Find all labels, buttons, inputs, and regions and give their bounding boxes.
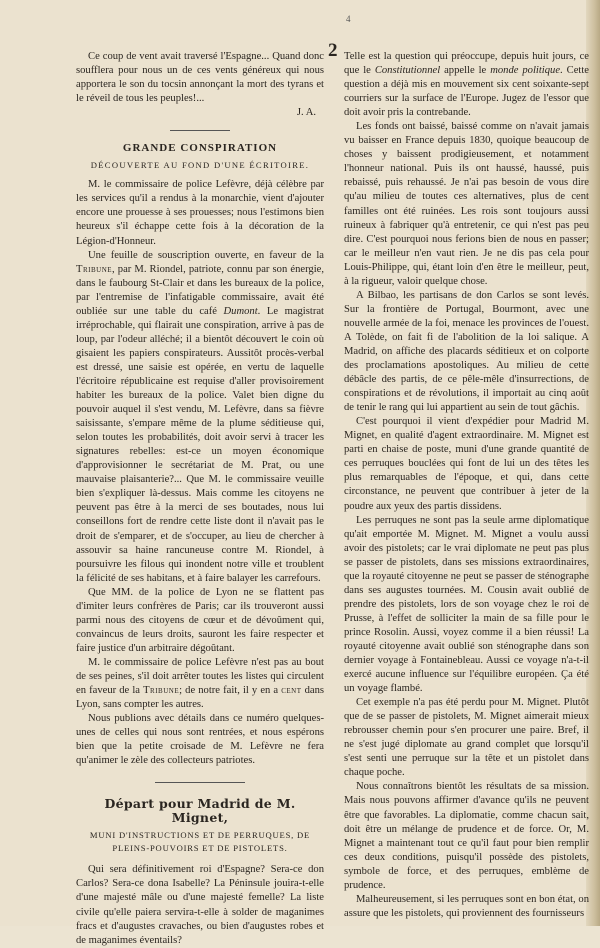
corner-mark: 4 xyxy=(346,14,351,24)
depart-title: Départ pour Madrid de M. Mignet, xyxy=(104,796,296,826)
text-run: dans Lyon, sans compter les autres. xyxy=(76,685,324,711)
article-paragraph: Cet exemple n'a pas été perdu pour M. Mignet. Plutôt que de se passer de pistolets, M. Mignet aimerait mieux rebrousser chemin pour s'en procurer une paire. Bref, il ne s'est jugé diplomate au grand complet que lorsqu'il s'est senti une perruque sur la tête et un pistolet dans chaque poche. xyxy=(344,697,589,779)
article-paragraph xyxy=(76,249,324,586)
article-paragraph: M. le commissaire de police Lefèvre, déjà célèbre par les services qu'il a rendus à la monarchie, vient d'ajouter encore une prouesse à ses prouesses; nous l'estimons bien heureux s'il échappe cette fois à la décoration de la Légion-d'Honneur. xyxy=(76,179,324,247)
emphasis-phrase: monde politique xyxy=(490,65,561,77)
separator-rule xyxy=(170,130,230,131)
text-run: ; de notre fait, il y en a xyxy=(179,685,282,697)
text-run: . Cette question a déjà mis en mouvement six cent soixante-sept courriers sur la surface de l'Europe. Jugez de l'essor que doit avoir pris la contrebande. xyxy=(344,65,589,119)
tribune-name: Tribune xyxy=(143,685,180,697)
article-paragraph: Les fonds ont baissé, baissé comme on n'avait jamais vu baisser en France depuis 1830, quoique beaucoup de choses y baissent prodigieusement, et notamment l'honneur national. Puis ils ont haussé, haussé, puis rebaissé, puis rehaussé. Je n'ai pas besoin de vous dire qu'au milieu de toutes ces alternatives, plus de cent familles ont été ruinées. Les rois sont toujours aussi ruineux à fabriquer qu'à entretenir, ce qui n'est pas peu dire. C'est pourquoi nous ferions bien de nous en passer; car le meilleur n'en vaut rien. Je ne dis pas cela pour Louis-Philippe, qui, étant loin d'en être le meilleur, peut, à la rigueur, valoir quelque chose. xyxy=(344,121,589,287)
text-run: . Le magistrat irréprochable, qui flairait une conspiration, arrive à pas de loup, par l'odeur alléché; il a bientôt découvert le coin où gisaient les papiers conspirateurs. Aussitôt procès-verbal est dressé, une saisie est opérée, en vertu de laquelle l'écritoire républicaine est requise d'aller provisoirement habiter les bureaux de la police. Valet bien digne du pouvoir auquel il s'est vendu, M. Lefèvre, dans sa fièvre saisissante, s'empare même de la plume séditieuse qui, selon toutes les probabilités, doit avoir servi à tracer les signatures rebelles: est-ce un moyen économique d'approvisionner le secrétariat de M. Prat, ou une mauvaise plaisanterie?... Que M. le commissaire veuille bien s'expliquer là-dessus. Mais comme les citoyens ne peuvent pas être à la merci de ses boutades, nous lui conseillons fort de rendre cette liste dont il n'avait pas le droit de s'emparer, et de s'occuper, au lieu de chercher à assouvir sa haine rancuneuse contre M. Riondel, à poursuivre les filous qui inondent notre ville et troublent la félicité de ses habitans, et à faire balayer les carrefours. xyxy=(76,305,324,584)
text-run: appelle le xyxy=(440,65,491,77)
article-paragraph: Nous publions avec détails dans ce numéro quelques-unes de celles qui nous sont rentrées, et nous espérons bien que la petite croisade de M. Lefèvre ne fera qu'animer le zèle des collecteurs patriotes. xyxy=(76,713,324,767)
cafe-name: Dumont xyxy=(223,305,258,317)
intro-signature: J. A. xyxy=(296,107,316,119)
article-paragraph: Qui sera définitivement roi d'Espagne? Sera-ce don Carlos? Sera-ce dona Isabelle? La Péninsule jouira-t-elle d'une majesté mâle ou d'une majesté femelle? La liste civile qu'elle paiera servira-t-elle à solder de maganimes fracs et d'augustes cravaches, ou bien d'augustes robes et de maganimes éventails? xyxy=(76,864,324,946)
article-paragraph: Nous connaîtrons bientôt les résultats de sa mission. Mais nous pouvons affirmer d'avance qu'ils ne peuvent être que favorables. La diplomatie, comme chacun sait, doit être un mélange de prudence et de force. Or, M. Mignet a maintenant tout ce qu'il faut pour bien remplir ces deux conditions, puisqu'il possède des pistolets, symbole de force, et des perruques, emblème de prudence. xyxy=(344,781,589,891)
depart-subtitle: MUNI D'INSTRUCTIONS ET DE PERRUQUES, DE PLEINS-POUVOIRS ET DE PISTOLETS. xyxy=(89,830,311,854)
grande-conspiration-title: GRANDE CONSPIRATION xyxy=(122,142,278,155)
tribune-name: Tribune xyxy=(76,263,113,275)
article-paragraph: C'est pourquoi il vient d'expédier pour Madrid M. Mignet, en qualité d'agent extraordinaire. M. Mignet est parti en chaise de poste, muni d'une grande quantité de ces perruques bouclées qui font de lui un des têtes les plus remarquables de l'époque, et qui, dans cette circonstance, ne peuvent que contribuer à jeter de la poudre aux yeux des partis dissidens. xyxy=(344,416,589,512)
journal-name: Constitutionnel xyxy=(374,65,441,77)
intro-paragraph: Ce coup de vent avait traversé l'Espagne... Quand donc soufflera pour nous un de ces vents généreux qui nous apportera le son du tocsin annonçant la mort des tyrans et le réveil de tous les peuples!... xyxy=(76,51,324,105)
right-column xyxy=(344,50,589,921)
article-paragraph: A Bilbao, les partisans de don Carlos se sont levés. Sur la frontière de Portugal, Bourmont, avec une nouvelle armée de la foi, menace les provinces de l'ouest. A Tolède, on fait fi de l'abolition de la loi salique. A Madrid, on affiche des placards séditieux et on colporte des proclamations apostoliques. Au milieu de cette débâcle des partis, de ce pêle-mêle d'insurrections, de conspirations et de révolutions, il importait au cinq août de tenir le rang qui lui appartient au sein de tout gâchis. xyxy=(344,289,589,414)
text-run: , par M. Riondel, patriote, connu par son énergie, dans le faubourg St-Clair et dans les bureaux de la police, par l'entremise de l'infatigable commissaire, avait été oubliée sur une table du café xyxy=(76,263,324,317)
text-run: Telle est la question qui préoccupe, depuis huit jours, ce que le xyxy=(344,51,589,77)
article-paragraph xyxy=(76,656,324,712)
article-paragraph xyxy=(344,50,589,120)
article-paragraph: Les perruques ne sont pas la seule arme diplomatique qu'ait emportée M. Mignet. M. Mignet a voulu aussi avoir des pistolets; car le vrai diplomate ne peut pas plus se passer de pistolets, dans ses missions extraordinaires, que la royauté citoyenne ne peut se passer de sténographe dans ses augustes tournées. M. Cousin avait oublié de prendre des pistolets, lors de son voyage chez le roi de Prusse, à l'effet de solliciter la main de sa fille pour le prince Rosolin. Aussi, voyez comme il a bien réussi! La royauté citoyenne avait oublié son sténographe dans son dernier voyage à Fontainebleau. Aussi ce voyage n'a-t-il exercé aucune influence sur l'équilibre européen. Ça été un voyage flambé. xyxy=(344,514,589,695)
article-paragraph: Que MM. de la police de Lyon ne se flattent pas d'imiter leurs confrères de Paris; car ils trouveront aussi parmi nous des citoyens de cœur et de dévoûment qui, convaincus de leurs droits, sauront les faire respecter et faire justice d'un arbitraire dégoûtant. xyxy=(76,586,324,654)
text-run: M. le commissaire de police Lefèvre n'est pas au bout de ses peines, s'il doit arrêter toutes les listes qui circulent en faveur de la xyxy=(76,656,324,697)
grande-conspiration-subtitle: DÉCOUVERTE AU FOND D'UNE ÉCRITOIRE. xyxy=(90,160,310,171)
text-run: Une feuille de souscription ouverte, en faveur de la xyxy=(88,249,324,261)
emphasis-word: cent xyxy=(281,685,302,697)
left-column xyxy=(76,50,324,948)
article-paragraph: Malheureusement, si les perruques sont en bon état, on assure que les pistolets, qui proviennent des fournisseurs xyxy=(344,893,589,919)
page-number: 2 xyxy=(328,40,338,61)
separator-rule xyxy=(155,782,245,783)
